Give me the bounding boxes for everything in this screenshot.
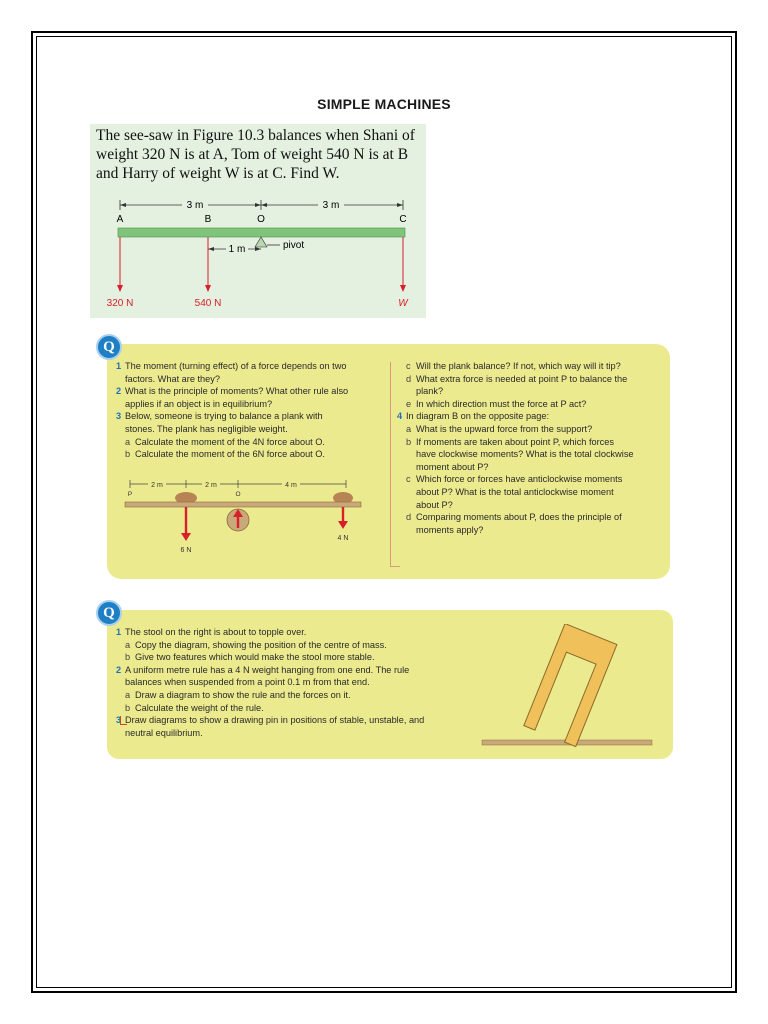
point-label-c: C xyxy=(399,214,407,225)
list-item: e In which direction must the force at P act? xyxy=(406,398,587,409)
list-item: applies if an object is in equilibrium? xyxy=(125,398,273,409)
seesaw-problem-text: The see-saw in Figure 10.3 balances when Shani of weight 320 N is at A, Tom of weight 540 N is at B and Harry of weight W is at C. Find W. xyxy=(96,127,415,182)
list-item: 4 In diagram B on the opposite page: xyxy=(397,411,550,422)
dim-label-right: 3 m xyxy=(322,200,340,211)
stool-shape xyxy=(524,624,617,747)
point-label-o: O xyxy=(257,214,265,225)
list-item: about P? xyxy=(416,499,453,510)
list-item: b Calculate the moment of the 6N force about O. xyxy=(125,449,325,460)
force-label-4n: 4 N xyxy=(337,535,349,542)
list-item: about P? What is the total anticlockwise moment xyxy=(416,486,614,497)
margin-mark xyxy=(120,716,127,725)
plank-point-o: O xyxy=(235,491,241,498)
plank-dim-label-3: 4 m xyxy=(285,482,297,489)
list-item: have clockwise moments? What is the total clockwise xyxy=(416,449,634,460)
list-item: plank? xyxy=(416,386,444,397)
question-badge-1: Q xyxy=(96,334,122,360)
list-item: 3 Draw diagrams to show a drawing pin in positions of stable, unstable, and xyxy=(116,715,425,726)
seesaw-plank xyxy=(118,228,405,237)
list-item: stones. The plank has negligible weight. xyxy=(125,423,288,434)
point-label-a: A xyxy=(116,214,124,225)
list-item: d Comparing moments about P, does the principle of xyxy=(406,512,622,523)
seesaw-diagram xyxy=(90,124,426,318)
seesaw-pivot xyxy=(255,237,267,247)
toppling-stool-diagram xyxy=(478,624,664,750)
force-label-6n: 6 N xyxy=(180,547,192,554)
force-label-540: 540 N xyxy=(194,298,222,309)
list-item: factors. What are they? xyxy=(125,373,220,384)
list-item: moment about P? xyxy=(416,461,489,472)
list-item: b Give two features which would make the stool more stable. xyxy=(125,652,375,663)
list-item: 1 The stool on the right is about to topple over. xyxy=(116,627,307,637)
list-item: c Will the plank balance? If not, which way will it tip? xyxy=(406,361,621,371)
plank-point-p: P xyxy=(127,491,133,498)
question-list-2 xyxy=(116,626,476,739)
list-item: b Calculate the weight of the rule. xyxy=(125,702,264,713)
list-item: a Calculate the moment of the 4N force about O. xyxy=(125,436,325,447)
plank-dim-label-2: 2 m xyxy=(205,482,217,489)
question-badge-2: Q xyxy=(96,600,122,626)
question-list-left xyxy=(116,360,386,461)
list-item: 2 What is the principle of moments? What other rule also xyxy=(116,386,349,397)
plank-stones-diagram xyxy=(118,474,368,558)
column-divider-foot xyxy=(390,566,400,567)
list-item: a Copy the diagram, showing the position of the centre of mass. xyxy=(125,639,387,650)
list-item: 1 The moment (turning effect) of a force depends on two xyxy=(116,361,347,371)
force-label-320: 320 N xyxy=(106,298,134,309)
dim-label-left: 3 m xyxy=(186,200,204,211)
list-item: 3 Below, someone is trying to balance a plank with xyxy=(116,411,323,422)
list-item: d What extra force is needed at point P to balance the xyxy=(406,373,628,384)
list-item: a Draw a diagram to show the rule and the forces on it. xyxy=(125,689,351,700)
list-item: b If moments are taken about point P, which forces xyxy=(406,436,614,447)
force-label-w: W xyxy=(398,298,408,309)
list-item: balances when suspended from a point 0.1 m from that end. xyxy=(125,677,370,688)
column-divider xyxy=(390,362,391,567)
plank-dim-label-1: 2 m xyxy=(151,482,163,489)
point-label-b: B xyxy=(204,214,212,225)
pivot-label: pivot xyxy=(283,240,305,251)
seesaw-figure xyxy=(90,124,426,318)
list-item: a What is the upward force from the support? xyxy=(406,423,593,434)
page-title: SIMPLE MACHINES xyxy=(317,96,451,112)
list-item: 2 A uniform metre rule has a 4 N weight hanging from one end. The rule xyxy=(116,664,410,675)
dim-label-1m: 1 m xyxy=(228,244,246,255)
list-item: moments apply? xyxy=(416,524,484,535)
plank xyxy=(125,502,361,507)
list-item: c Which force or forces have anticlockwise moments xyxy=(406,474,623,485)
list-item: neutral equilibrium. xyxy=(125,727,203,738)
question-list-right xyxy=(397,360,667,536)
